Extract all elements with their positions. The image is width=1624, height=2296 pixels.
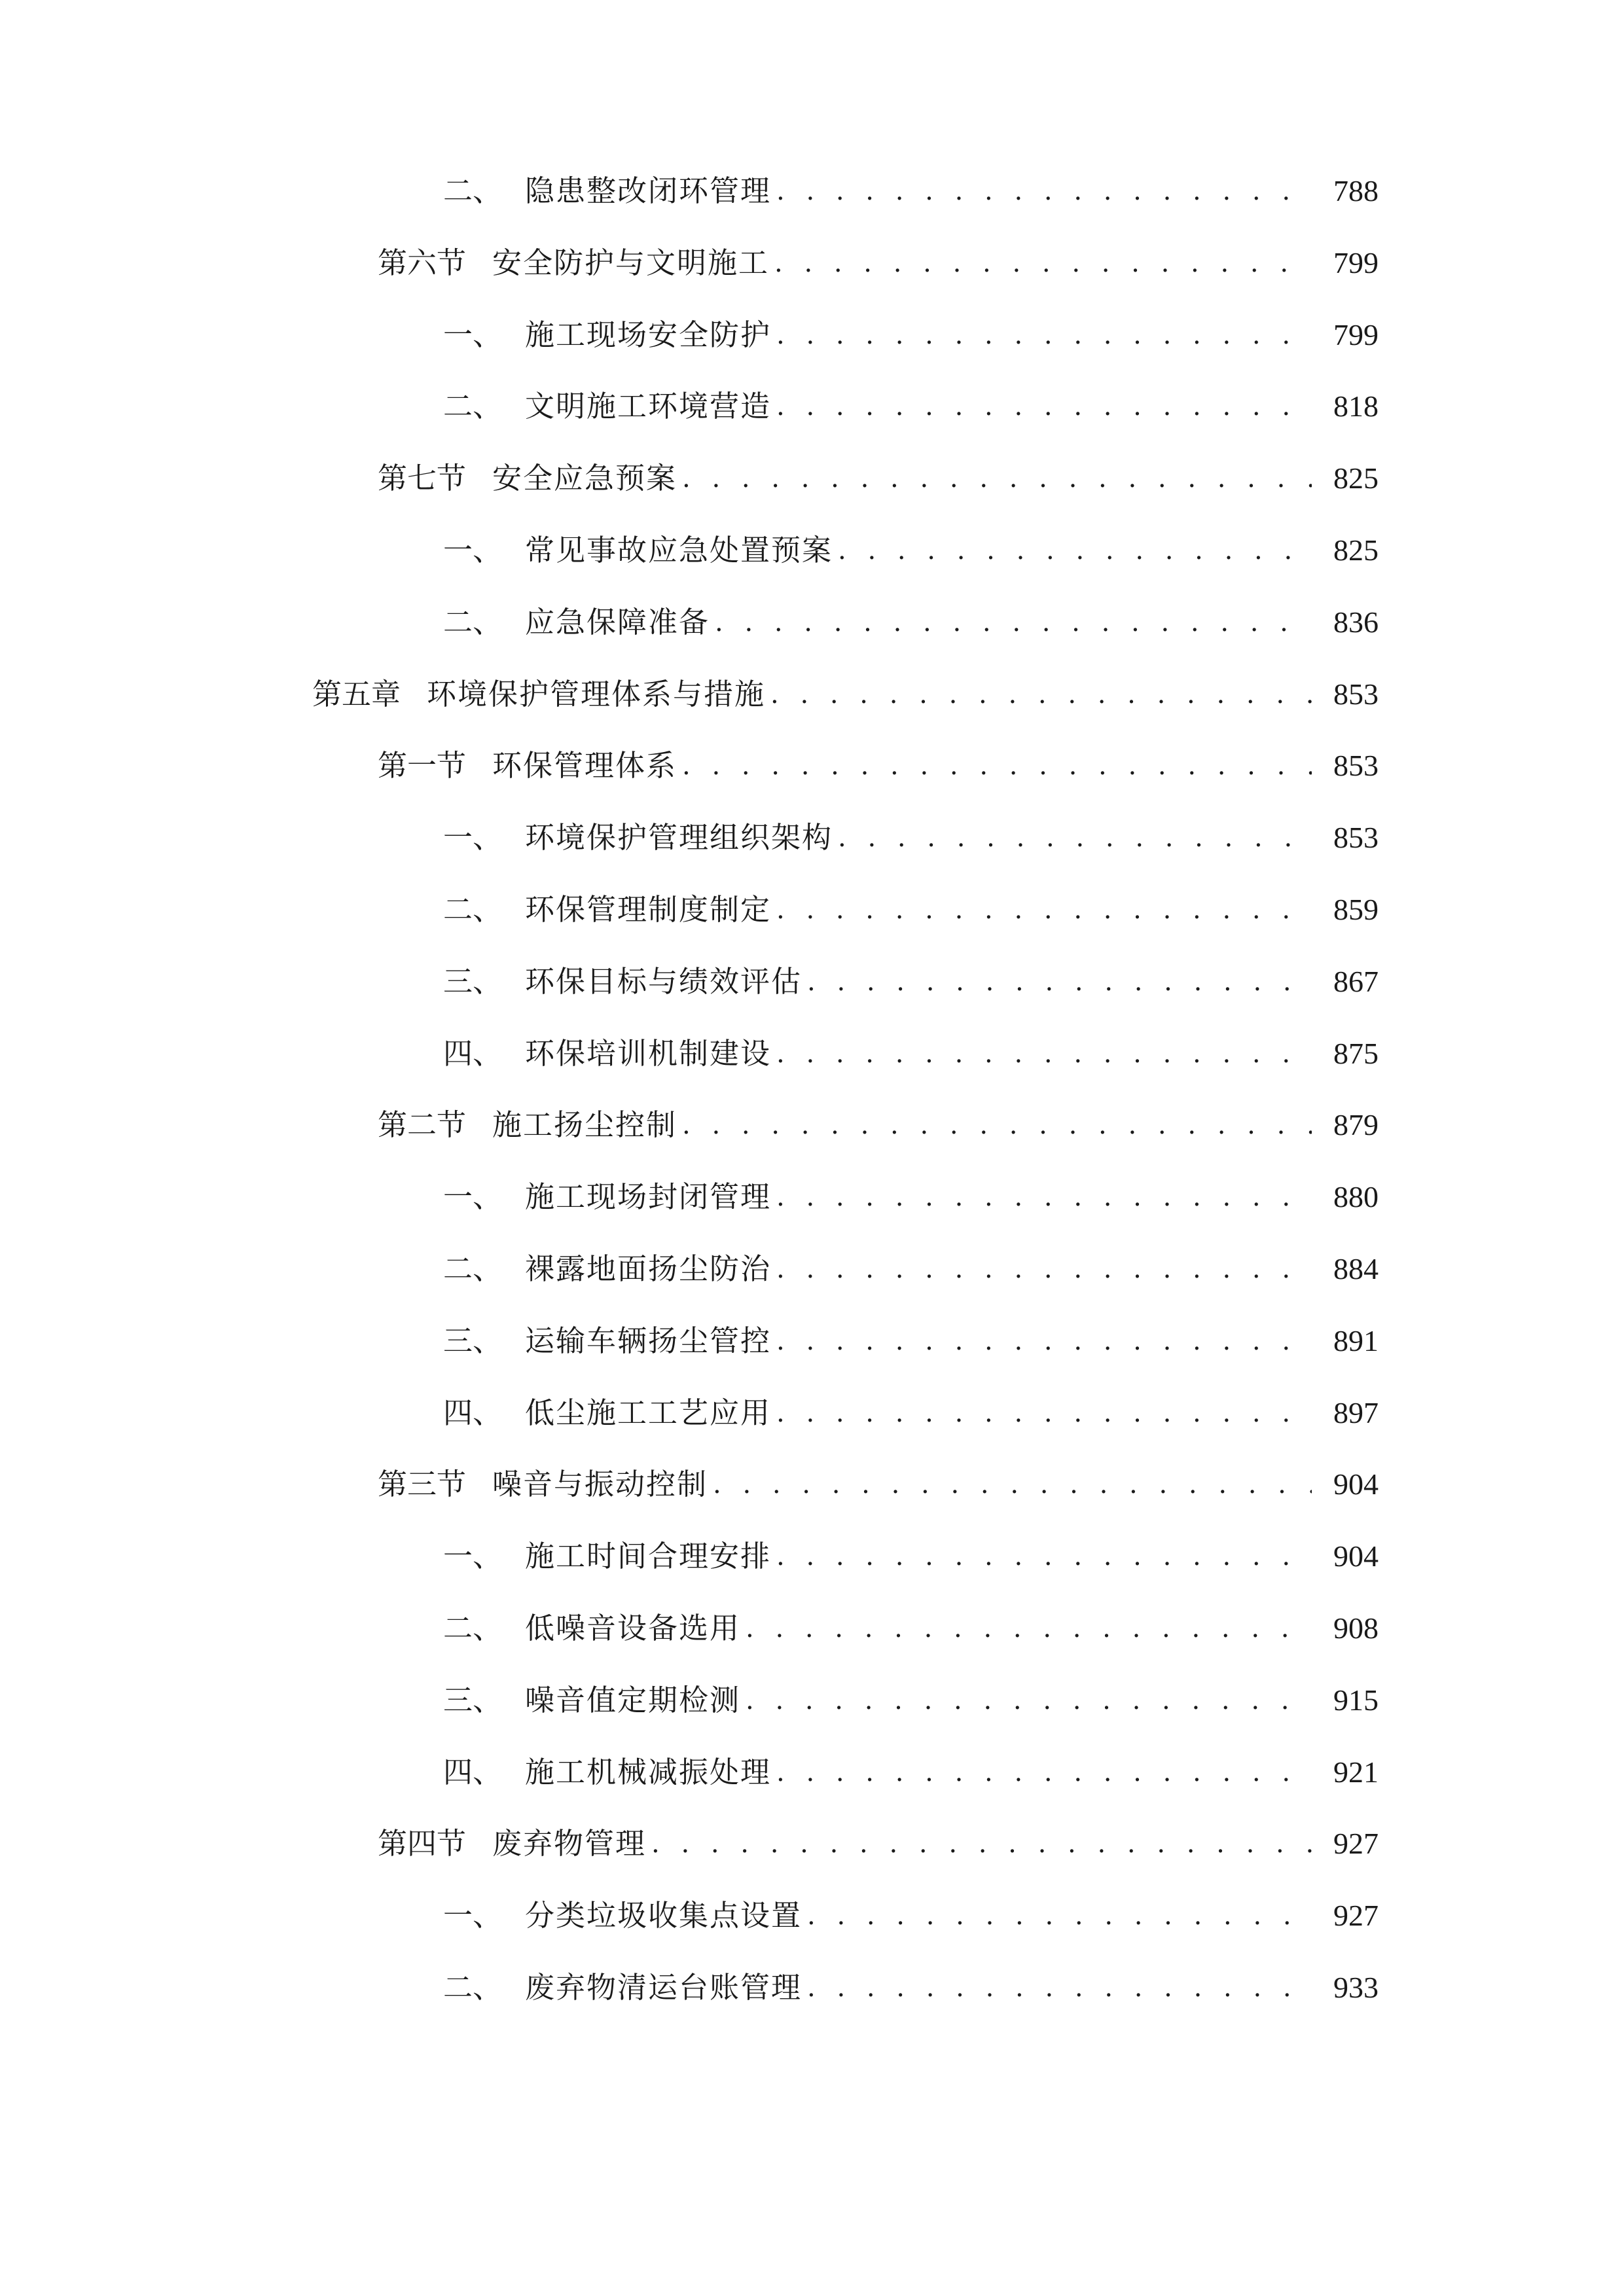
toc-entry-item[interactable] bbox=[443, 1028, 1379, 1080]
toc-entry-title: 施工扬尘控制 bbox=[492, 1107, 677, 1142]
toc-entry-item[interactable] bbox=[443, 524, 1379, 577]
toc-entry-title: 运输车辆扬尘管控 bbox=[525, 1323, 772, 1358]
toc-entry-item[interactable] bbox=[443, 812, 1379, 864]
toc-entry-item[interactable] bbox=[443, 1674, 1379, 1727]
toc-dot-leader bbox=[776, 1746, 1312, 1799]
toc-entry-section[interactable] bbox=[378, 1099, 1379, 1151]
toc-dot-leader bbox=[715, 596, 1312, 649]
toc-entry-title: 施工时间合理安排 bbox=[525, 1539, 772, 1573]
toc-dot-leader bbox=[776, 1315, 1312, 1367]
toc-page-number: 836 bbox=[1333, 605, 1379, 639]
toc-entry-title: 常见事故应急处置预案 bbox=[525, 533, 833, 567]
toc-page-number: 927 bbox=[1333, 1827, 1379, 1860]
toc-page-number: 788 bbox=[1333, 174, 1379, 207]
toc-page-number: 921 bbox=[1333, 1755, 1379, 1789]
toc-page-number: 880 bbox=[1333, 1180, 1379, 1213]
toc-page-number: 853 bbox=[1333, 749, 1379, 782]
toc-entry-title: 裸露地面扬尘防治 bbox=[525, 1251, 772, 1286]
toc-dot-leader bbox=[774, 237, 1312, 289]
toc-dot-leader bbox=[746, 1602, 1312, 1655]
toc-page-number: 897 bbox=[1333, 1396, 1379, 1429]
toc-dot-leader bbox=[776, 1530, 1312, 1583]
toc-entry-title: 噪音与振动控制 bbox=[492, 1467, 708, 1501]
toc-entry-number: 三、 bbox=[443, 1683, 503, 1717]
toc-dot-leader bbox=[776, 380, 1312, 433]
toc-entry-title: 安全防护与文明施工 bbox=[492, 245, 770, 280]
toc-dot-leader bbox=[651, 1818, 1312, 1870]
toc-entry-title: 低尘施工工艺应用 bbox=[525, 1395, 772, 1430]
toc-page-number: 884 bbox=[1333, 1252, 1379, 1285]
toc-dot-leader bbox=[776, 884, 1312, 936]
toc-page-number: 915 bbox=[1333, 1683, 1379, 1717]
toc-entry-number: 一、 bbox=[443, 317, 503, 352]
toc-page-number: 875 bbox=[1333, 1037, 1379, 1070]
toc-entry-item[interactable] bbox=[443, 1602, 1379, 1655]
toc-dot-leader bbox=[776, 165, 1312, 217]
toc-entry-number: 第五章 bbox=[312, 677, 401, 711]
toc-entry-number: 二、 bbox=[443, 605, 503, 639]
toc-page-number: 933 bbox=[1333, 1971, 1379, 2004]
toc-entry-title: 施工现场封闭管理 bbox=[525, 1179, 772, 1214]
toc-entry-title: 环境保护管理体系与措施 bbox=[427, 677, 766, 711]
toc-entry-item[interactable] bbox=[443, 1530, 1379, 1583]
toc-page-number: 859 bbox=[1333, 893, 1379, 926]
toc-entry-number: 二、 bbox=[443, 892, 503, 927]
toc-entry-title: 环保管理体系 bbox=[492, 748, 677, 783]
toc-dot-leader bbox=[682, 452, 1312, 505]
toc-entry-number: 三、 bbox=[443, 1323, 503, 1358]
toc-dot-leader bbox=[838, 812, 1312, 864]
toc-dot-leader bbox=[746, 1674, 1312, 1727]
toc-dot-leader bbox=[776, 1028, 1312, 1080]
toc-entry-number: 二、 bbox=[443, 173, 503, 208]
toc-entry-chapter[interactable] bbox=[312, 668, 1379, 721]
toc-page-number: 904 bbox=[1333, 1467, 1379, 1501]
toc-entry-number: 第三节 bbox=[378, 1467, 467, 1501]
toc-entry-item[interactable] bbox=[443, 1890, 1379, 1942]
toc-entry-item[interactable] bbox=[443, 884, 1379, 936]
toc-entry-number: 第四节 bbox=[378, 1826, 467, 1861]
toc-entry-item[interactable] bbox=[443, 1243, 1379, 1295]
toc-dot-leader bbox=[682, 1099, 1312, 1151]
toc-entry-section[interactable] bbox=[378, 1818, 1379, 1870]
toc-entry-title: 噪音值定期检测 bbox=[525, 1683, 741, 1717]
toc-entry-section[interactable] bbox=[378, 740, 1379, 792]
toc-entry-number: 一、 bbox=[443, 1179, 503, 1214]
toc-entry-number: 一、 bbox=[443, 1898, 503, 1933]
toc-entry-item[interactable] bbox=[443, 596, 1379, 649]
toc-entry-title: 应急保障准备 bbox=[525, 605, 710, 639]
toc-page-number: 853 bbox=[1333, 677, 1379, 711]
toc-entry-title: 低噪音设备选用 bbox=[525, 1611, 741, 1645]
toc-entry-title: 环保管理制度制定 bbox=[525, 892, 772, 927]
toc-entry-number: 四、 bbox=[443, 1395, 503, 1430]
toc-entry-title: 环保目标与绩效评估 bbox=[525, 964, 803, 999]
toc-page-number: 818 bbox=[1333, 389, 1379, 423]
toc-page-number: 825 bbox=[1333, 461, 1379, 495]
toc-entry-number: 一、 bbox=[443, 1539, 503, 1573]
toc-page-number: 853 bbox=[1333, 821, 1379, 854]
toc-entry-title: 安全应急预案 bbox=[492, 461, 677, 495]
toc-entry-title: 环境保护管理组织架构 bbox=[525, 820, 833, 855]
toc-entry-title: 文明施工环境营造 bbox=[525, 389, 772, 423]
toc-page-number: 879 bbox=[1333, 1108, 1379, 1141]
toc-dot-leader bbox=[713, 1458, 1312, 1511]
toc-entry-item[interactable] bbox=[443, 1171, 1379, 1223]
toc-entry-number: 三、 bbox=[443, 964, 503, 999]
toc-page-number: 799 bbox=[1333, 318, 1379, 351]
toc-dot-leader bbox=[682, 740, 1312, 792]
toc-entry-item[interactable] bbox=[443, 380, 1379, 433]
toc-entry-title: 环保培训机制建设 bbox=[525, 1036, 772, 1071]
toc-dot-leader bbox=[807, 956, 1312, 1008]
toc-dot-leader bbox=[776, 1171, 1312, 1223]
toc-entry-number: 二、 bbox=[443, 389, 503, 423]
toc-entry-title: 废弃物清运台账管理 bbox=[525, 1970, 803, 2005]
toc-page-number: 867 bbox=[1333, 965, 1379, 998]
toc-entry-number: 二、 bbox=[443, 1970, 503, 2005]
toc-dot-leader bbox=[770, 668, 1312, 721]
toc-entry-item[interactable] bbox=[443, 165, 1379, 217]
toc-page-number: 891 bbox=[1333, 1324, 1379, 1357]
toc-entry-section[interactable] bbox=[378, 1458, 1379, 1511]
toc-entry-item[interactable] bbox=[443, 1387, 1379, 1439]
toc-entry-number: 四、 bbox=[443, 1036, 503, 1071]
toc-dot-leader bbox=[807, 1962, 1312, 2014]
toc-entry-number: 第七节 bbox=[378, 461, 467, 495]
toc-entry-title: 废弃物管理 bbox=[492, 1826, 647, 1861]
toc-entry-title: 施工现场安全防护 bbox=[525, 317, 772, 352]
toc-entry-section[interactable] bbox=[378, 237, 1379, 289]
toc-entry-item[interactable] bbox=[443, 956, 1379, 1008]
toc-entry-item[interactable] bbox=[443, 1315, 1379, 1367]
toc-entry-title: 施工机械减振处理 bbox=[525, 1755, 772, 1789]
toc-entry-number: 第二节 bbox=[378, 1107, 467, 1142]
toc-entry-number: 第六节 bbox=[378, 245, 467, 280]
toc-entry-number: 二、 bbox=[443, 1251, 503, 1286]
toc-dot-leader bbox=[807, 1890, 1312, 1942]
toc-entry-title: 隐患整改闭环管理 bbox=[525, 173, 772, 208]
toc-page-number: 908 bbox=[1333, 1611, 1379, 1645]
toc-dot-leader bbox=[838, 524, 1312, 577]
toc-entry-title: 分类垃圾收集点设置 bbox=[525, 1898, 803, 1933]
toc-entry-item[interactable] bbox=[443, 1962, 1379, 2014]
toc-page-number: 799 bbox=[1333, 246, 1379, 279]
toc-page-number: 904 bbox=[1333, 1539, 1379, 1573]
toc-entry-item[interactable] bbox=[443, 309, 1379, 361]
toc-entry-item[interactable] bbox=[443, 1746, 1379, 1799]
toc-page-number: 825 bbox=[1333, 533, 1379, 567]
toc-entry-number: 第一节 bbox=[378, 748, 467, 783]
toc-dot-leader bbox=[776, 1387, 1312, 1439]
toc-entry-number: 二、 bbox=[443, 1611, 503, 1645]
toc-dot-leader bbox=[776, 309, 1312, 361]
toc-entry-number: 一、 bbox=[443, 533, 503, 567]
toc-dot-leader bbox=[776, 1243, 1312, 1295]
toc-entry-number: 四、 bbox=[443, 1755, 503, 1789]
toc-entry-number: 一、 bbox=[443, 820, 503, 855]
toc-entry-section[interactable] bbox=[378, 452, 1379, 505]
toc-page-number: 927 bbox=[1333, 1899, 1379, 1932]
